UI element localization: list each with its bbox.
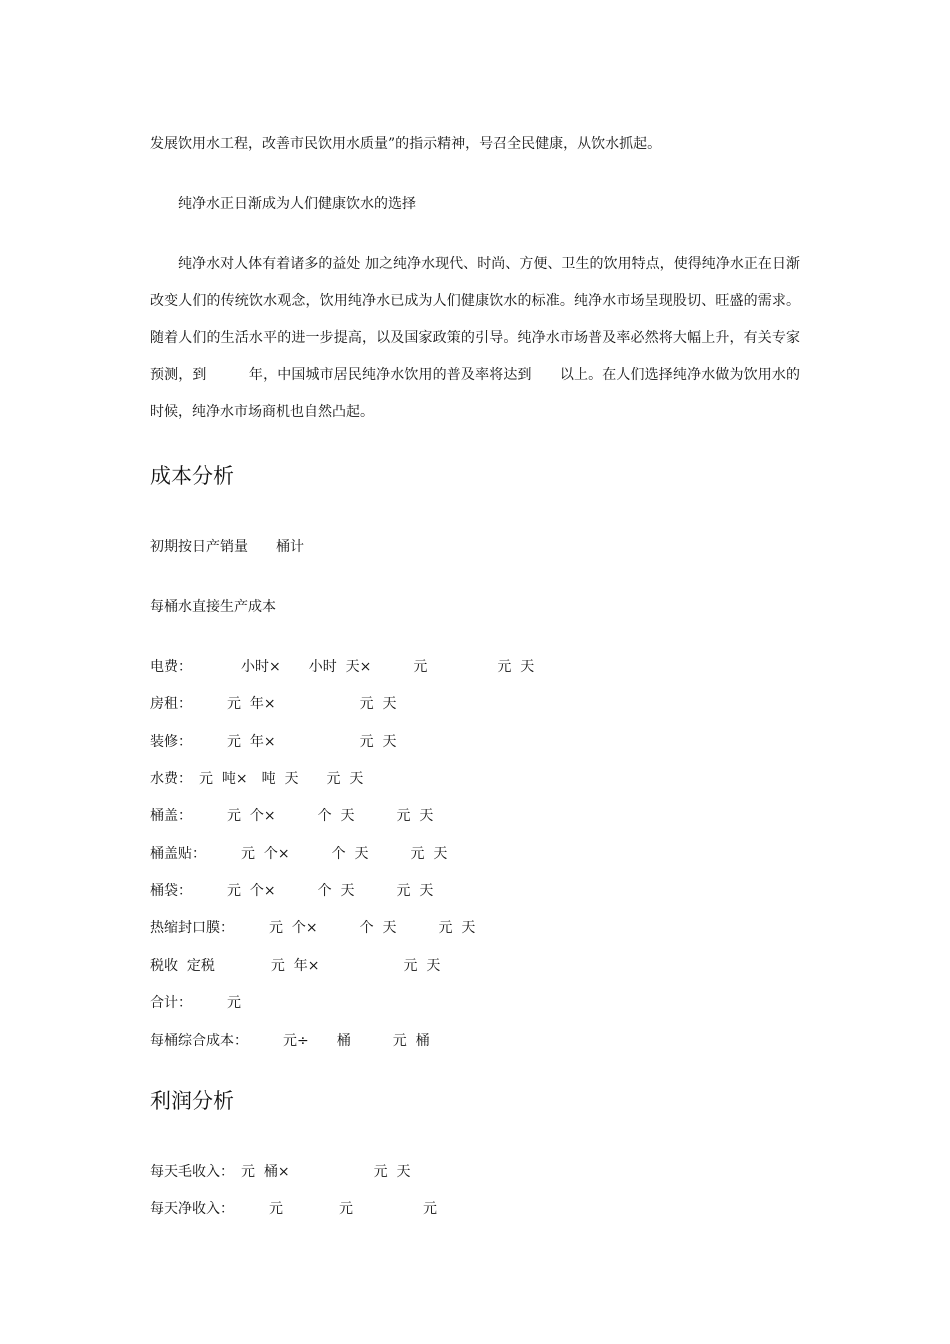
cost-line: 初期按日产销量 桶计 bbox=[150, 539, 304, 555]
section-subtitle: 纯净水正日渐成为人们健康饮水的选择 bbox=[178, 196, 416, 212]
intro-tail: 发展饮用水工程，改善市民饮用水质量”的指示精神，号召全民健康，从饮水抓起。 bbox=[150, 136, 662, 152]
profit-line: 每天净收入： 元 元 元 bbox=[150, 1201, 437, 1217]
cost-line: 桶盖： 元 个× 个 天 元 天 bbox=[150, 808, 434, 824]
cost-line: 热缩封口膜： 元 个× 个 天 元 天 bbox=[150, 920, 476, 936]
cost-line: 水费： 元 吨× 吨 天 元 天 bbox=[150, 771, 364, 787]
cost-line: 桶盖贴： 元 个× 个 天 元 天 bbox=[150, 846, 448, 862]
profit-line: 每天毛收入： 元 桶× 元 天 bbox=[150, 1164, 411, 1180]
cost-line: 装修： 元 年× 元 天 bbox=[150, 734, 397, 750]
cost-line: 每桶水直接生产成本 bbox=[150, 599, 276, 615]
cost-line: 税收 定税 元 年× 元 天 bbox=[150, 958, 441, 974]
cost-heading: 成本分析 bbox=[150, 464, 234, 488]
cost-line: 电费： 小时× 小时 天× 元 元 天 bbox=[150, 659, 535, 675]
cost-line: 每桶综合成本： 元÷ 桶 元 桶 bbox=[150, 1033, 430, 1049]
profit-heading: 利润分析 bbox=[150, 1089, 234, 1113]
cost-line: 房租： 元 年× 元 天 bbox=[150, 696, 397, 712]
cost-line: 桶袋： 元 个× 个 天 元 天 bbox=[150, 883, 434, 899]
cost-line: 合计： 元 bbox=[150, 995, 241, 1011]
body-paragraph: 纯净水对人体有着诸多的益处 加之纯净水现代、时尚、方便、卫生的饮用特点，使得纯净水正在日渐改变人们的传统饮水观念，饮用纯净水已成为人们健康饮水的标准。纯净水市场呈现股切、旺盛的需求。 随着人们的生活水平的进一步提高，以及国家政策的引导。纯净水市场普及率必然将大幅上升，有关专家预测，到 年，中国城市居民纯净水饮用的普及率将达到 以上。在人们选择纯净水做为饮用水的时候，纯净水市场商机也自然凸起。 bbox=[150, 256, 800, 420]
